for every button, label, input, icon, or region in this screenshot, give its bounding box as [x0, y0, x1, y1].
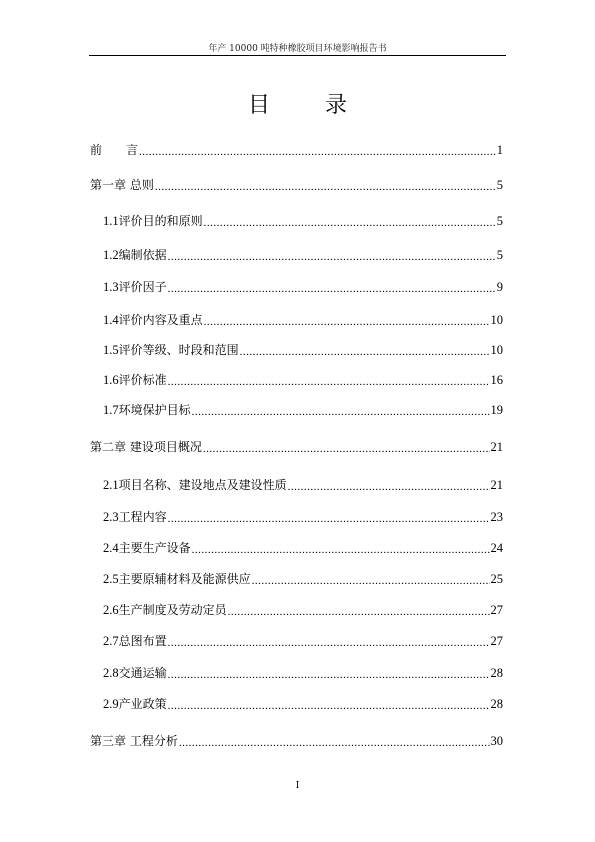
toc-page: 25	[490, 572, 503, 586]
toc-number: 2.1	[103, 478, 119, 492]
toc-page: 30	[490, 734, 503, 748]
toc-entry-1-4[interactable]	[103, 311, 503, 329]
toc-page: 27	[490, 634, 503, 648]
toc-entry-chapter-3[interactable]	[90, 732, 503, 750]
toc-entry-1-3[interactable]	[103, 278, 503, 296]
toc-page: 24	[490, 541, 503, 555]
toc-page: 27	[490, 603, 503, 617]
toc-page: 1	[496, 143, 503, 157]
toc-leader	[288, 480, 490, 494]
page-number: I	[295, 781, 300, 791]
toc-page: 10	[490, 313, 503, 327]
toc-leader	[168, 668, 490, 682]
toc-leader	[179, 736, 490, 750]
toc-page: 5	[496, 214, 503, 228]
toc-page: 23	[490, 510, 503, 524]
toc-entry-1-6[interactable]	[103, 371, 503, 389]
toc-leader	[240, 345, 490, 359]
toc-label: 产业政策	[118, 697, 167, 711]
toc-entry-2-6[interactable]	[103, 601, 503, 619]
toc-leader	[192, 543, 490, 557]
toc-label: 第二章 建设项目概况	[90, 440, 202, 454]
toc-entry-chapter-1[interactable]	[90, 176, 503, 194]
toc-label: 环境保护目标	[118, 403, 191, 417]
toc-page: 9	[496, 280, 503, 294]
toc-page: 10	[490, 343, 503, 357]
toc-label: 项目名称、建设地点及建设性质	[118, 478, 287, 492]
toc-entry-2-3[interactable]	[103, 508, 503, 526]
toc-number: 1.6	[103, 373, 119, 387]
toc-label: 第三章 工程分析	[90, 734, 178, 748]
toc-leader	[228, 605, 490, 619]
toc-label: 编制依据	[118, 248, 167, 262]
toc-page: 21	[490, 440, 503, 454]
toc-leader	[168, 512, 490, 526]
toc-entry-chapter-2[interactable]	[90, 438, 503, 456]
running-header: 年产 10000 吨特种橡胶项目环境影响报告书	[208, 44, 387, 54]
toc-leader	[168, 375, 490, 389]
toc-leader	[204, 216, 496, 230]
toc-label: 评价目的和原则	[118, 214, 203, 228]
toc-page: 21	[490, 478, 503, 492]
toc-number: 2.5	[103, 572, 119, 586]
toc-label: 前 言	[90, 143, 139, 157]
toc-entry-2-9[interactable]	[103, 695, 503, 713]
toc-leader	[203, 442, 490, 456]
toc-number: 1.2	[103, 248, 119, 262]
toc-label: 总图布置	[118, 634, 167, 648]
toc-label: 评价内容及重点	[118, 313, 203, 327]
toc-leader	[204, 315, 490, 329]
toc-label: 主要原辅材料及能源供应	[118, 572, 251, 586]
toc-label: 交通运输	[118, 666, 167, 680]
header-rule	[89, 55, 506, 56]
toc-label: 评价因子	[118, 280, 167, 294]
toc-leader	[139, 145, 496, 159]
toc-entry-preface[interactable]	[90, 141, 503, 159]
toc-entry-2-5[interactable]	[103, 570, 503, 588]
toc-number: 1.1	[103, 214, 119, 228]
toc-entry-2-7[interactable]	[103, 632, 503, 650]
toc-label: 评价等级、时段和范围	[118, 343, 239, 357]
toc-entry-2-4[interactable]	[103, 539, 503, 557]
toc-label: 主要生产设备	[118, 541, 191, 555]
toc-number: 2.3	[103, 510, 119, 524]
toc-number: 2.4	[103, 541, 119, 555]
toc-leader	[168, 250, 496, 264]
toc-number: 1.4	[103, 313, 119, 327]
toc-number: 2.7	[103, 634, 119, 648]
toc-label: 生产制度及劳动定员	[118, 603, 227, 617]
toc-number: 1.7	[103, 403, 119, 417]
toc-entry-1-2[interactable]	[103, 246, 503, 264]
toc-number: 1.3	[103, 280, 119, 294]
toc-label: 第一章 总则	[90, 178, 154, 192]
toc-leader	[192, 405, 490, 419]
toc-number: 2.6	[103, 603, 119, 617]
toc-number: 2.9	[103, 697, 119, 711]
toc-label: 工程内容	[118, 510, 167, 524]
toc-page: 28	[490, 697, 503, 711]
toc-entry-2-1[interactable]	[103, 476, 503, 494]
toc-page: 5	[496, 248, 503, 262]
toc-entry-1-1[interactable]	[103, 212, 503, 230]
toc-leader	[252, 574, 490, 588]
toc-leader	[168, 699, 490, 713]
toc-page: 19	[490, 403, 503, 417]
toc-leader	[168, 282, 496, 296]
toc-number: 2.8	[103, 666, 119, 680]
toc-number: 1.5	[103, 343, 119, 357]
toc-page: 16	[490, 373, 503, 387]
toc-page: 5	[496, 178, 503, 192]
toc-leader	[155, 180, 496, 194]
page-title: 目 录	[248, 93, 371, 118]
toc-page: 28	[490, 666, 503, 680]
toc-entry-1-5[interactable]	[103, 341, 503, 359]
toc-leader	[168, 636, 490, 650]
toc-label: 评价标准	[118, 373, 167, 387]
toc-entry-1-7[interactable]	[103, 401, 503, 419]
toc-entry-2-8[interactable]	[103, 664, 503, 682]
